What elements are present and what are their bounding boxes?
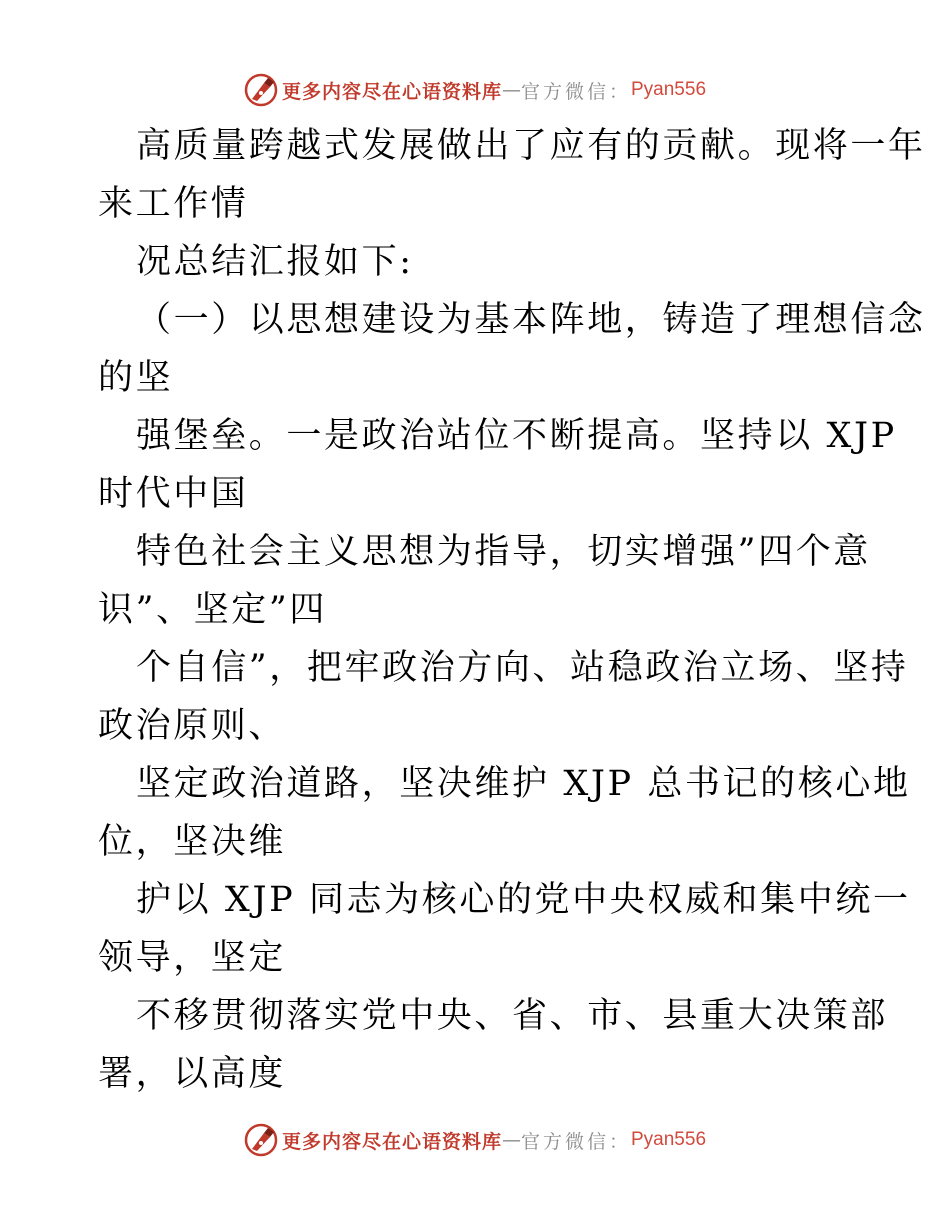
pen-nib-logo-icon bbox=[244, 73, 278, 107]
text-line: 署，以高度 bbox=[98, 1054, 287, 1094]
pen-nib-logo-icon bbox=[244, 1123, 278, 1157]
watermark-brand: 更多内容尽在心语资料库 bbox=[281, 80, 502, 103]
text-line: 不移贯彻落实党中央、省、市、县重大决策部 bbox=[136, 996, 889, 1036]
watermark-wechat-id: Pyan556 bbox=[631, 79, 707, 100]
text-line: 况总结汇报如下: bbox=[136, 242, 414, 282]
text-line: 来工作情 bbox=[98, 184, 249, 224]
watermark-wechat-id: Pyan556 bbox=[631, 1129, 707, 1150]
text-line: 位，坚决维 bbox=[98, 822, 287, 862]
watermark-dash: — bbox=[501, 79, 521, 101]
header-watermark bbox=[0, 70, 950, 110]
text-line: 强堡垒。一是政治站位不断提高。坚持以 XJP bbox=[136, 416, 897, 456]
text-line: 的坚 bbox=[98, 358, 174, 398]
text-line: 个自信”，把牢政治方向、站稳政治立场、坚持 bbox=[136, 648, 909, 688]
text-line: 护以 XJP 同志为核心的党中央权威和集中统一 bbox=[136, 880, 911, 920]
text-line: 时代中国 bbox=[98, 474, 249, 514]
text-line: 政治原则、 bbox=[98, 706, 287, 746]
watermark-brand: 更多内容尽在心语资料库 bbox=[281, 1130, 502, 1153]
text-line: （一）以思想建设为基本阵地，铸造了理想信念 bbox=[136, 300, 926, 340]
text-line: 高质量跨越式发展做出了应有的贡献。现将一年 bbox=[136, 126, 926, 166]
text-line: 坚定政治道路，坚决维护 XJP 总书记的核心地 bbox=[136, 764, 911, 804]
watermark-dash: — bbox=[501, 1129, 521, 1151]
document-body bbox=[98, 117, 926, 1103]
text-line: 特色社会主义思想为指导，切实增强”四个意 bbox=[136, 532, 871, 572]
watermark-label: 官方微信： bbox=[520, 1130, 631, 1153]
watermark-label: 官方微信： bbox=[520, 80, 631, 103]
footer-watermark bbox=[0, 1120, 950, 1160]
text-line: 识”、坚定”四 bbox=[98, 590, 327, 630]
text-line: 领导，坚定 bbox=[98, 938, 287, 978]
